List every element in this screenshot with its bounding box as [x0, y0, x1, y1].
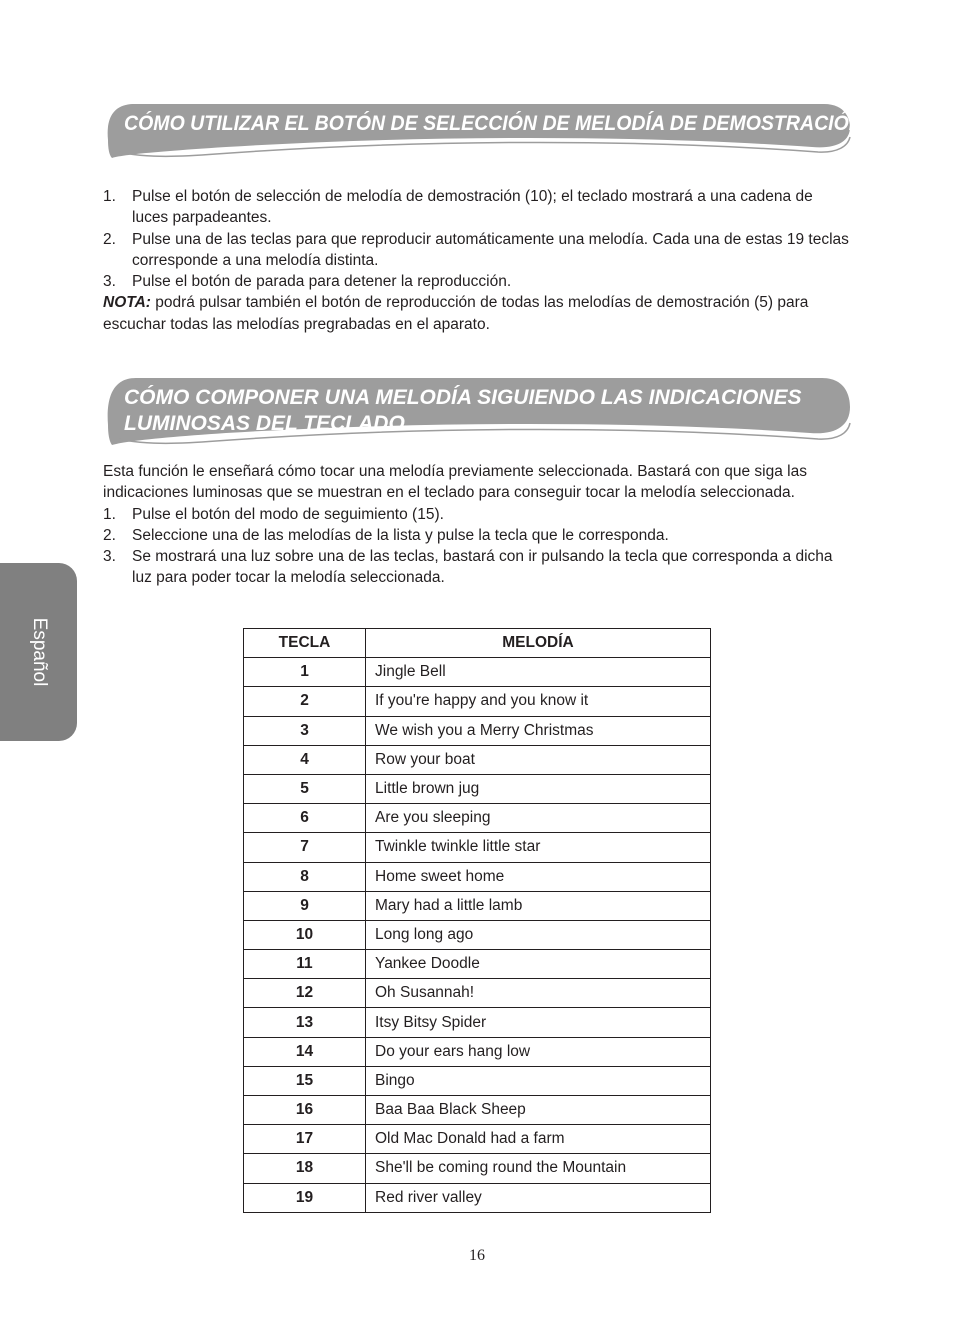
- melody-name: Twinkle twinkle little star: [366, 833, 711, 862]
- list-item: 1. Pulse el botón del modo de seguimiento (15).: [103, 505, 444, 523]
- table-header-row: [244, 629, 711, 658]
- section-1-body: [103, 186, 853, 335]
- section-1-steps: [103, 186, 853, 292]
- key-number: 15: [244, 1066, 366, 1095]
- table-row: [244, 774, 711, 803]
- melody-name: Home sweet home: [366, 862, 711, 891]
- section-1-title: CÓMO UTILIZAR EL BOTÓN DE SELECCIÓN DE MELODÍA DE DEMOSTRACIÓN: [124, 112, 863, 135]
- section-2-banner: [106, 375, 852, 447]
- table-row: [244, 1066, 711, 1095]
- melody-name: Oh Susannah!: [366, 979, 711, 1008]
- key-number: 17: [244, 1125, 366, 1154]
- key-number: 5: [244, 774, 366, 803]
- table-row: [244, 1096, 711, 1125]
- key-number: 19: [244, 1183, 366, 1212]
- melody-name: Are you sleeping: [366, 804, 711, 833]
- list-item: 3. Pulse el botón de parada para detener la reproducción.: [103, 273, 512, 291]
- table-row: [244, 658, 711, 687]
- melody-name: Long long ago: [366, 920, 711, 949]
- section-1-banner: [106, 100, 863, 160]
- table-row: [244, 979, 711, 1008]
- section-2-intro: Esta función le enseñará cómo tocar una melodía previamente seleccionada. Bastará con que siga las indicaciones luminosas que se muestran en el teclado para conseguir tocar la melodía seleccionada.: [103, 463, 807, 502]
- table-row: [244, 950, 711, 979]
- key-number: 4: [244, 745, 366, 774]
- list-item: 1. Pulse el botón de selección de melodía de demostración (10); el teclado mostrará a una cadena de luces parpadeantes.: [103, 188, 813, 227]
- table-row: [244, 804, 711, 833]
- melody-name: Little brown jug: [366, 774, 711, 803]
- key-number: 6: [244, 804, 366, 833]
- table-row: [244, 920, 711, 949]
- key-number: 12: [244, 979, 366, 1008]
- language-tab-label: Español: [28, 617, 50, 687]
- key-number: 14: [244, 1037, 366, 1066]
- melody-name: If you're happy and you know it: [366, 687, 711, 716]
- table-row: [244, 1008, 711, 1037]
- key-number: 16: [244, 1096, 366, 1125]
- list-item: 2. Pulse una de las teclas para que reproducir automáticamente una melodía. Cada una de estas 19 teclas corresponde a una melodía distinta.: [103, 230, 849, 269]
- note-label: NOTA:: [103, 294, 151, 312]
- melody-table: [243, 628, 711, 1213]
- table-row: [244, 862, 711, 891]
- section-1-note: [103, 292, 853, 335]
- table-row: [244, 833, 711, 862]
- melody-name: She'll be coming round the Mountain: [366, 1154, 711, 1183]
- section-2-body: [103, 461, 853, 589]
- note-text: podrá pulsar también el botón de reproducción de todas las melodías de demostración (5) para escuchar todas las melodías pregrabadas en el aparato.: [103, 294, 809, 333]
- melody-name: Jingle Bell: [366, 658, 711, 687]
- section-2-steps: [103, 504, 853, 589]
- melody-name: Itsy Bitsy Spider: [366, 1008, 711, 1037]
- section-2-title: CÓMO COMPONER UNA MELODÍA SIGUIENDO LAS INDICACIONES LUMINOSAS DEL TECLADO: [124, 386, 802, 435]
- table-row: [244, 687, 711, 716]
- table-row: [244, 1037, 711, 1066]
- list-item: 3. Se mostrará una luz sobre una de las teclas, bastará con ir pulsando la tecla que corresponda a dicha luz para poder tocar la melodía seleccionada.: [103, 548, 833, 587]
- key-number: 9: [244, 891, 366, 920]
- language-tab: [0, 563, 77, 741]
- table-row: [244, 1154, 711, 1183]
- melody-name: Old Mac Donald had a farm: [366, 1125, 711, 1154]
- melody-name: Yankee Doodle: [366, 950, 711, 979]
- header-melody: MELODÍA: [366, 629, 711, 658]
- table-row: [244, 891, 711, 920]
- table-row: [244, 716, 711, 745]
- melody-name: Bingo: [366, 1066, 711, 1095]
- page-number: 16: [469, 1247, 485, 1264]
- melody-name: We wish you a Merry Christmas: [366, 716, 711, 745]
- key-number: 13: [244, 1008, 366, 1037]
- key-number: 11: [244, 950, 366, 979]
- melody-name: Red river valley: [366, 1183, 711, 1212]
- melody-name: Row your boat: [366, 745, 711, 774]
- table-body: [244, 658, 711, 1213]
- key-number: 7: [244, 833, 366, 862]
- key-number: 1: [244, 658, 366, 687]
- key-number: 18: [244, 1154, 366, 1183]
- melody-name: Baa Baa Black Sheep: [366, 1096, 711, 1125]
- table-row: [244, 745, 711, 774]
- key-number: 3: [244, 716, 366, 745]
- key-number: 8: [244, 862, 366, 891]
- table-row: [244, 1125, 711, 1154]
- melody-name: Do your ears hang low: [366, 1037, 711, 1066]
- melody-name: Mary had a little lamb: [366, 891, 711, 920]
- list-item: 2. Seleccione una de las melodías de la lista y pulse la tecla que le corresponda.: [103, 526, 669, 544]
- key-number: 2: [244, 687, 366, 716]
- header-key: TECLA: [244, 629, 366, 658]
- table-row: [244, 1183, 711, 1212]
- key-number: 10: [244, 920, 366, 949]
